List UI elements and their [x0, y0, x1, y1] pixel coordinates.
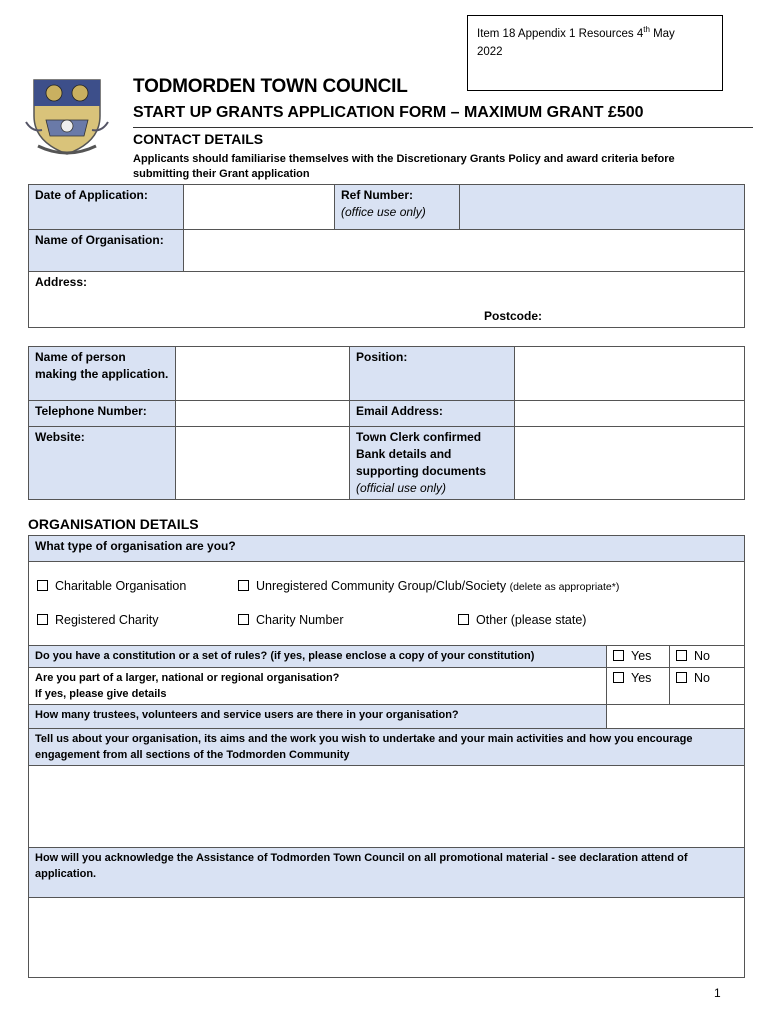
- clerk-note: (official use only): [356, 481, 447, 495]
- ref-line2: 2022: [477, 45, 503, 58]
- part-of-no-label: No: [694, 671, 710, 685]
- ref-line1-end: May: [649, 27, 675, 40]
- option-other-label: Other (please state): [476, 613, 587, 627]
- ref-line1: Item 18 Appendix 1 Resources 4: [477, 27, 644, 40]
- reference-box: [467, 15, 723, 91]
- postcode-label: Postcode:: [484, 309, 543, 323]
- organisation-table: [28, 535, 745, 978]
- option-charitable-label: Charitable Organisation: [55, 579, 187, 593]
- ref-sup: th: [643, 25, 650, 34]
- form-title: START UP GRANTS APPLICATION FORM – MAXIMUM GRANT £500: [133, 104, 644, 121]
- website-label: Website:: [29, 427, 176, 500]
- date-field[interactable]: [184, 185, 335, 230]
- option-unregistered-label: Unregistered Community Group/Club/Society: [256, 579, 507, 593]
- option-other[interactable]: [458, 612, 586, 629]
- ref-note: (office use only): [341, 205, 426, 219]
- trustees-question: How many trustees, volunteers and service users are there in your organisation?: [29, 705, 607, 729]
- constitution-question: Do you have a constitution or a set of rules? (if yes, please enclose a copy of your constitution): [29, 646, 607, 668]
- title-divider: [133, 127, 753, 128]
- checkbox-other[interactable]: [458, 614, 469, 625]
- acknowledge-field[interactable]: [29, 898, 745, 978]
- clerk-cell: [350, 427, 515, 500]
- position-label: Position:: [350, 347, 515, 401]
- checkbox-registered-charity[interactable]: [37, 614, 48, 625]
- checkbox-part-of-no[interactable]: [676, 672, 687, 683]
- checkbox-charity-number[interactable]: [238, 614, 249, 625]
- part-of-details-text: If yes, please give details: [35, 688, 167, 700]
- option-registered-charity-label: Registered Charity: [55, 613, 159, 627]
- ref-field: [460, 185, 745, 230]
- email-field[interactable]: [515, 401, 745, 427]
- option-charitable[interactable]: [37, 578, 186, 595]
- applicant-table: [28, 346, 745, 500]
- website-field[interactable]: [176, 427, 350, 500]
- council-title: TODMORDEN TOWN COUNCIL: [133, 76, 408, 97]
- trustees-field[interactable]: [607, 705, 745, 729]
- clerk-label: Town Clerk confirmed Bank details and supporting documents: [356, 430, 486, 478]
- phone-field[interactable]: [176, 401, 350, 427]
- part-of-yes-label: Yes: [631, 671, 652, 685]
- checkbox-unregistered[interactable]: [238, 580, 249, 591]
- checkbox-charitable[interactable]: [37, 580, 48, 591]
- org-name-field[interactable]: [184, 230, 745, 272]
- council-crest-logo: [24, 76, 110, 156]
- part-of-question: [29, 668, 607, 705]
- option-charity-number-label: Charity Number: [256, 613, 344, 627]
- phone-label: Telephone Number:: [29, 401, 176, 427]
- position-field[interactable]: [515, 347, 745, 401]
- constitution-yes[interactable]: [607, 646, 670, 668]
- constitution-no-label: No: [694, 649, 710, 663]
- person-name-label: Name of person making the application.: [29, 347, 176, 401]
- intro-text: Applicants should familiarise themselves with the Discretionary Grants Policy and award criteria before submitting their Grant application: [133, 153, 675, 180]
- constitution-yes-label: Yes: [631, 649, 652, 663]
- ref-cell: [335, 185, 460, 230]
- date-label: Date of Application:: [29, 185, 184, 230]
- organisation-details-heading: ORGANISATION DETAILS: [28, 516, 199, 532]
- org-name-label: Name of Organisation:: [29, 230, 184, 272]
- org-type-options: [29, 562, 745, 646]
- contact-table: [28, 184, 745, 328]
- ref-label: Ref Number:: [341, 188, 414, 202]
- about-question: Tell us about your organisation, its aims and the work you wish to undertake and your main activities and how you encourage engagement from all sections of the Todmorden Community: [29, 729, 745, 766]
- option-unregistered[interactable]: [238, 578, 619, 596]
- address-field[interactable]: [29, 272, 745, 328]
- checkbox-constitution-yes[interactable]: [613, 650, 624, 661]
- option-registered-charity[interactable]: [37, 612, 159, 629]
- page-number: 1: [714, 986, 721, 1000]
- constitution-no[interactable]: [670, 646, 745, 668]
- email-label: Email Address:: [350, 401, 515, 427]
- part-of-question-text: Are you part of a larger, national or regional organisation?: [35, 672, 340, 684]
- option-charity-number[interactable]: [238, 612, 344, 629]
- person-name-field[interactable]: [176, 347, 350, 401]
- part-of-yes[interactable]: [607, 668, 670, 705]
- acknowledge-question: How will you acknowledge the Assistance of Todmorden Town Council on all promotional material - see declaration attend of application.: [29, 848, 745, 898]
- checkbox-part-of-yes[interactable]: [613, 672, 624, 683]
- address-label: Address:: [35, 275, 88, 289]
- checkbox-constitution-no[interactable]: [676, 650, 687, 661]
- option-unregistered-note: (delete as appropriate*): [509, 581, 620, 593]
- contact-details-heading: CONTACT DETAILS: [133, 131, 264, 147]
- about-field[interactable]: [29, 766, 745, 848]
- org-type-question: What type of organisation are you?: [29, 536, 745, 562]
- part-of-no[interactable]: [670, 668, 745, 705]
- clerk-field: [515, 427, 745, 500]
